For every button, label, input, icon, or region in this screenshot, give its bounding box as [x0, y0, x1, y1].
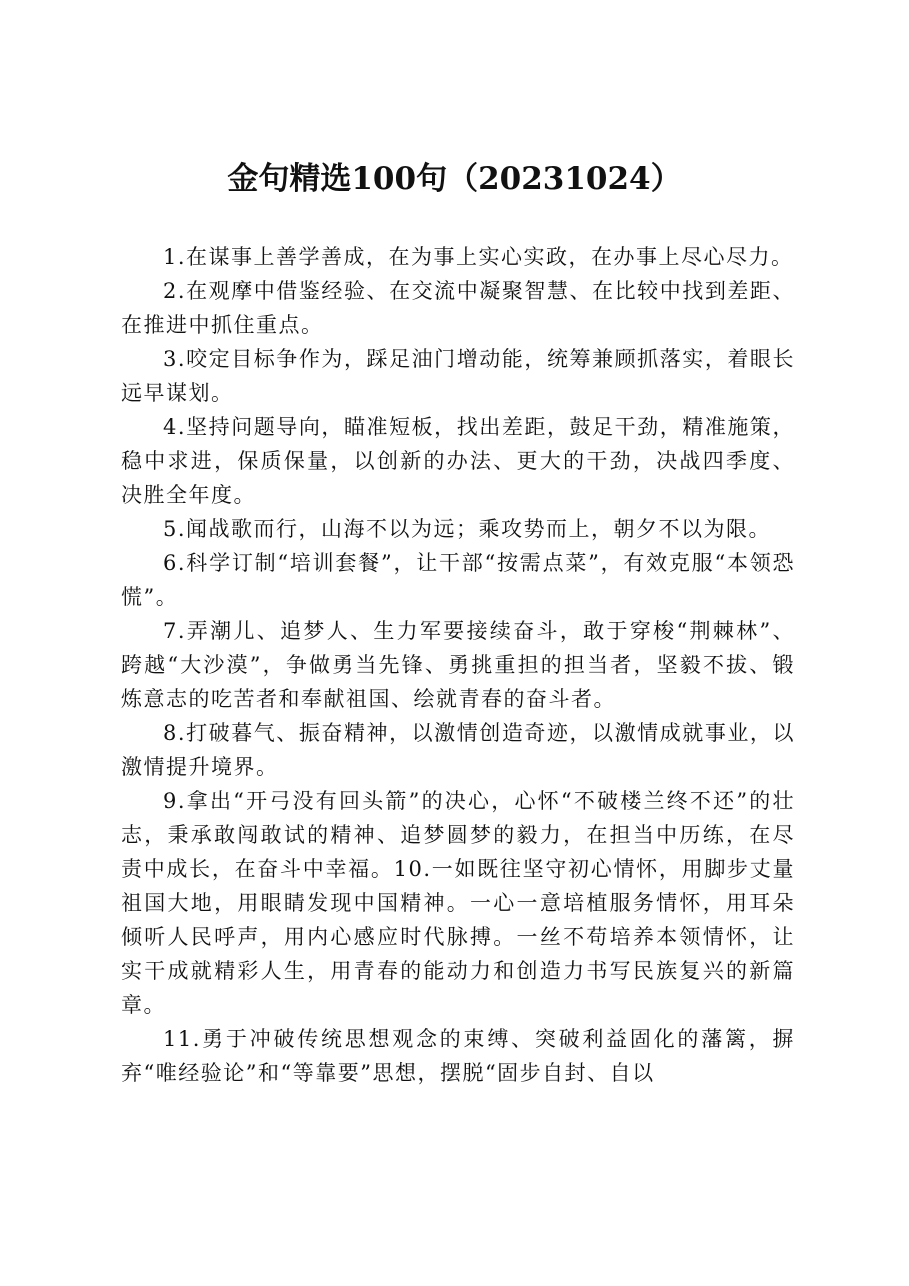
paragraph-9-10: 9.拿出“开弓没有回头箭”的决心，心怀“不破楼兰终不还”的壮志，秉承敢闯敢试的精神、追梦圆梦的毅力，在担当中历练，在尽责中成长，在奋斗中幸福。10.一如既往坚守初心情怀，用脚步丈量祖国大地，用眼睛发现中国精神。一心一意培植服务情怀，用耳朵倾听人民呼声，用内心感应时代脉搏。一丝不苟培养本领情怀，让实干成就精彩人生，用青春的能动力和创造力书写民族复兴的新篇章。: [121, 789, 795, 1017]
paragraph-2: 2.在观摩中借鉴经验、在交流中凝聚智慧、在比较中找到差距、在推进中抓住重点。: [121, 279, 795, 337]
paragraph-6: 6.科学订制“培训套餐”，让干部“按需点菜”，有效克服“本领恐慌”。: [121, 551, 795, 609]
document-body: [121, 240, 795, 1090]
paragraph-11: 11.勇于冲破传统思想观念的束缚、突破利益固化的藩篱，摒弃“唯经验论”和“等靠要”思想，摆脱“固步自封、自以: [121, 1027, 795, 1085]
paragraph-8: 8.打破暮气、振奋精神，以激情创造奇迹，以激情成就事业，以激情提升境界。: [121, 721, 795, 779]
paragraph-7: 7.弄潮儿、追梦人、生力军要接续奋斗，敢于穿梭“荆棘林”、跨越“大沙漠”，争做勇当先锋、勇挑重担的担当者，坚毅不拔、锻炼意志的吃苦者和奉献祖国、绘就青春的奋斗者。: [121, 619, 795, 711]
paragraph-3: 3.咬定目标争作为，踩足油门增动能，统筹兼顾抓落实，着眼长远早谋划。: [121, 347, 795, 405]
paragraph-4: 4.坚持问题导向，瞄准短板，找出差距，鼓足干劲，精准施策，稳中求进，保质保量，以创新的办法、更大的干劲，决战四季度、决胜全年度。: [121, 415, 795, 507]
paragraph-1: 1.在谋事上善学善成，在为事上实心实政，在办事上尽心尽力。: [163, 245, 794, 269]
document-title: 金句精选100句（20231024）: [227, 161, 682, 197]
paragraph-5: 5.闻战歌而行，山海不以为远；乘攻势而上，朝夕不以为限。: [163, 517, 772, 541]
